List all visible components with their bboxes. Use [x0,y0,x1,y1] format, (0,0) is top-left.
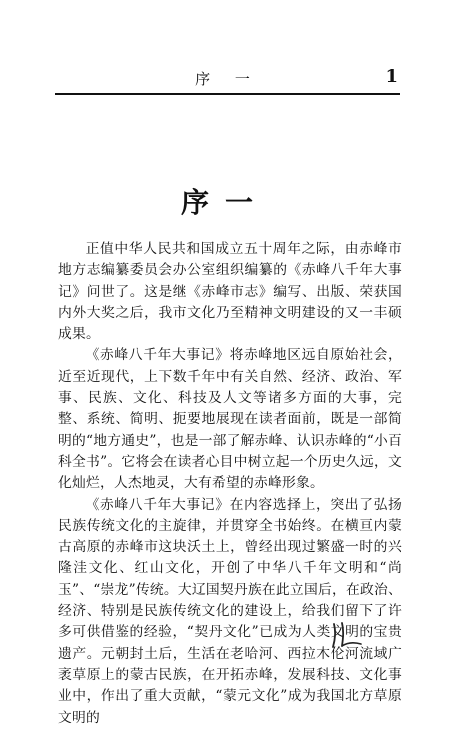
running-header [55,66,400,92]
paragraph-1: 正值中华人民共和国成立五十周年之际，由赤峰市地方志编纂委员会办公室组织编纂的《赤峰八千年大事记》问世了。这是继《赤峰市志》编写、出版、荣获国内外大奖之后，我市文化乃至精神文明建设的又一丰硕成果。 [58,241,402,343]
handwritten-mark [328,620,368,650]
body-text [58,239,402,729]
section-title: 序一 [180,186,269,219]
paragraph-2: 《赤峰八千年大事记》将赤峰地区远自原始社会，近至近现代，上下数千年中有关自然、经济、政治、军事、民族、文化、科技及人文等诸多方面的大事，完整、系统、简明、扼要地展现在读者面前，既是一部简明的“地方通史”，也是一部了解赤峰、认识赤峰的“小百科全书”。它将会在读者心目中树立起一个历史久远，文化灿烂，人杰地灵，大有希望的赤峰形象。 [58,347,402,492]
header-rule [55,93,400,95]
running-title: 序 一 [195,70,260,88]
paragraph-3: 《赤峰八千年大事记》在内容选择上，突出了弘扬民族传统文化的主旋律，并贯穿全书始终。在横亘内蒙古高原的赤峰市这块沃土上，曾经出现过繁盛一时的兴隆洼文化、红山文化，开创了中华八千年文明和“尚玉”、“崇龙”传统。大辽国契丹族在此立国后，在政治、经济、特别是民族传统文化的建设上，给我们留下了许多可供借鉴的经验，“契丹文化”已成为人类文明的宝贵遗产。元朝封土后，生活在老哈河、西拉木伦河流域广袤草原上的蒙古民族，在开拓赤峰，发展科技、文化事业中，作出了重大贡献，“蒙元文化”成为我国北方草原文明的 [58,496,402,726]
page-number: 1 [385,66,398,87]
